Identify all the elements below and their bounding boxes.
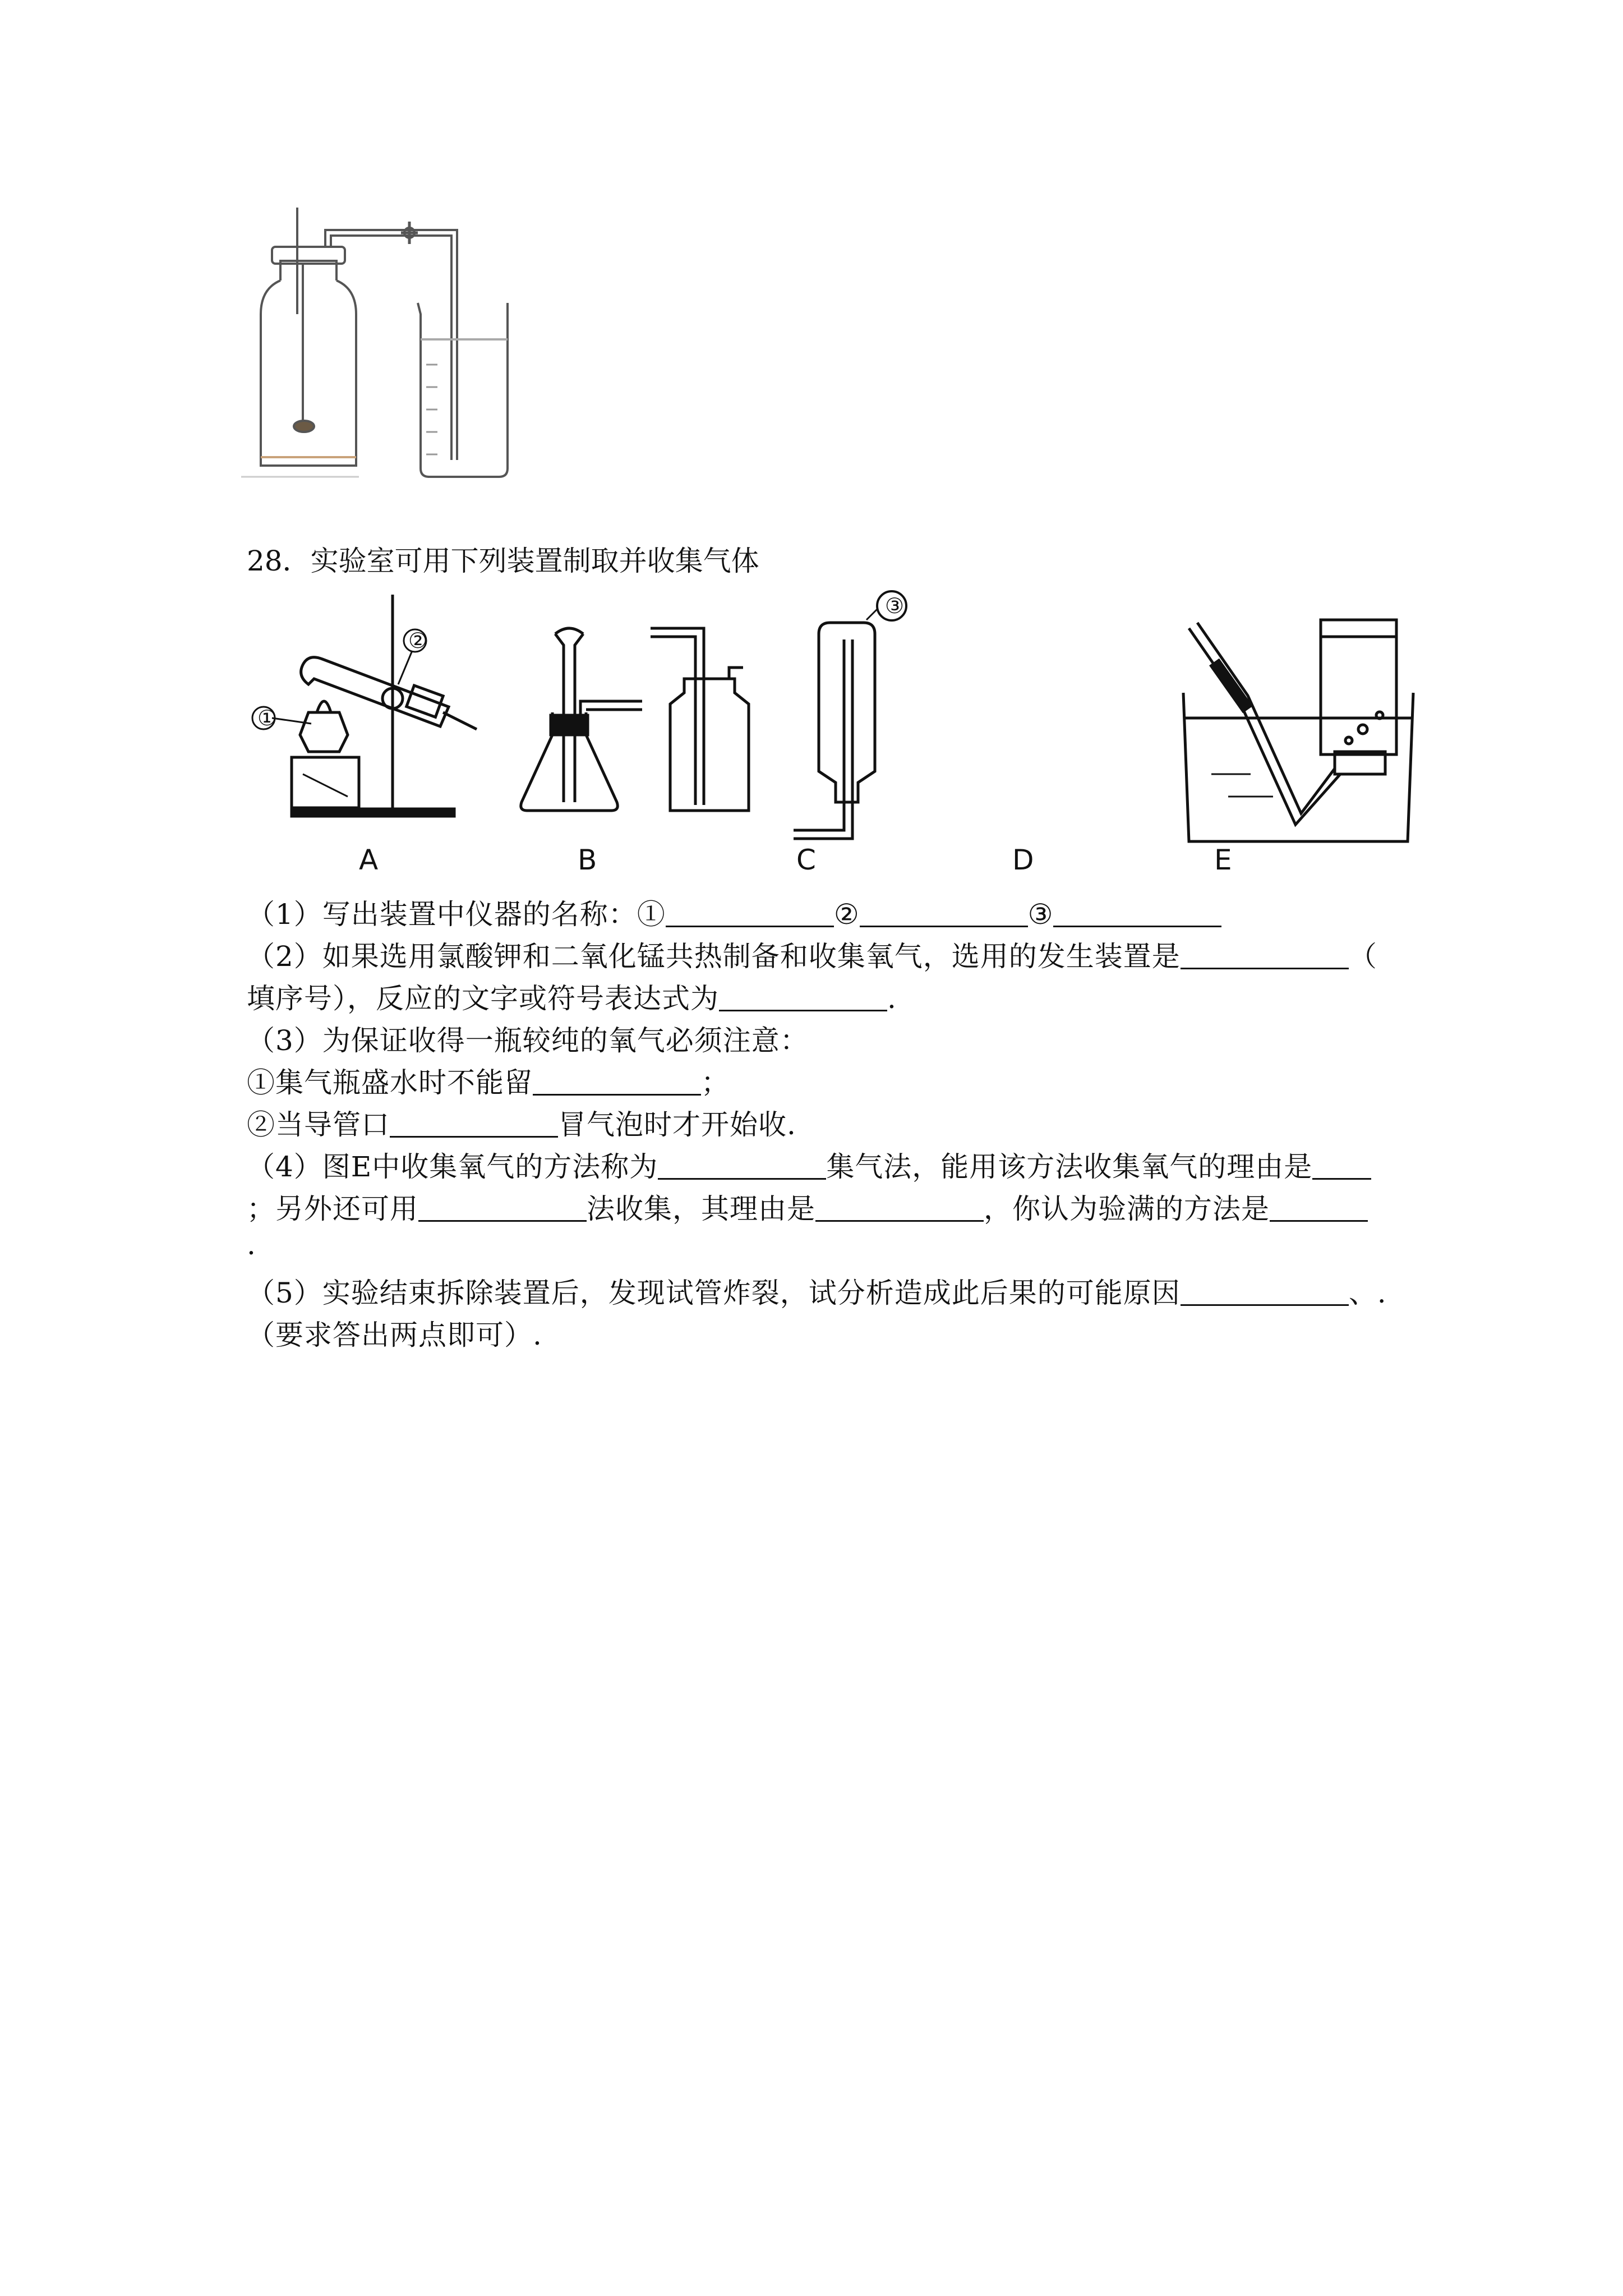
item-3: （3）为保证收得一瓶较纯的氧气必须注意： — [247, 1024, 809, 1057]
item-2: （2）如果选用氯酸钾和二氧化锰共热制备和收集氧气，选用的发生装置是 （ — [247, 940, 1377, 973]
apparatus-d — [794, 591, 906, 839]
marker-2: ② — [408, 628, 428, 653]
item-2-cont: 填序号），反应的文字或符号表达式为 . — [247, 982, 897, 1015]
blank-3-2[interactable] — [390, 1108, 558, 1138]
blank-4-4[interactable] — [815, 1192, 984, 1222]
item-4-end: . — [247, 1228, 256, 1261]
label-a: A — [359, 844, 379, 876]
blank-3-1[interactable] — [533, 1066, 701, 1096]
blank-4-2[interactable] — [1312, 1150, 1371, 1180]
label-b: B — [578, 844, 597, 876]
apparatus-c — [651, 628, 749, 811]
blank-1-3[interactable] — [1053, 898, 1221, 927]
marker-1: ① — [257, 706, 277, 730]
apparatus-figure-a-e — [241, 589, 1447, 881]
question-title: 28．实验室可用下列装置制取并收集气体 — [247, 545, 759, 577]
item-1: （1）写出装置中仪器的名称：① ② ③ — [247, 892, 1221, 932]
blank-5-1[interactable] — [1181, 1276, 1349, 1306]
blank-2-1[interactable] — [1181, 940, 1349, 969]
item-5: （5）实验结束拆除装置后，发现试管炸裂，试分析造成此后果的可能原因 、. — [247, 1277, 1387, 1309]
item-3-1: ①集气瓶盛水时不能留 ； — [247, 1066, 730, 1099]
item-4-cont: ；另外还可用 法收集，其理由是 ，你认为验满的方法是 — [247, 1186, 1368, 1227]
item-3-2: ②当导管口 冒气泡时才开始收. — [247, 1108, 796, 1141]
blank-2-2[interactable] — [719, 982, 887, 1011]
blank-1-1[interactable] — [666, 898, 834, 927]
label-d: D — [1012, 844, 1034, 876]
item-4: （4）图E中收集氧气的方法称为 集气法，能用该方法收集氧气的理由是 — [247, 1144, 1371, 1185]
item-5-cont: （要求答出两点即可）. — [247, 1319, 542, 1351]
blank-4-5[interactable] — [1270, 1192, 1368, 1222]
label-e: E — [1214, 844, 1232, 876]
marker-3: ③ — [885, 593, 905, 618]
apparatus-e — [1183, 620, 1413, 841]
apparatus-b — [521, 628, 642, 811]
label-c: C — [796, 844, 816, 876]
top-apparatus-figure — [241, 208, 533, 494]
blank-4-3[interactable] — [418, 1192, 587, 1222]
apparatus-a — [252, 595, 477, 816]
blank-4-1[interactable] — [658, 1150, 826, 1180]
blank-1-2[interactable] — [860, 898, 1028, 927]
